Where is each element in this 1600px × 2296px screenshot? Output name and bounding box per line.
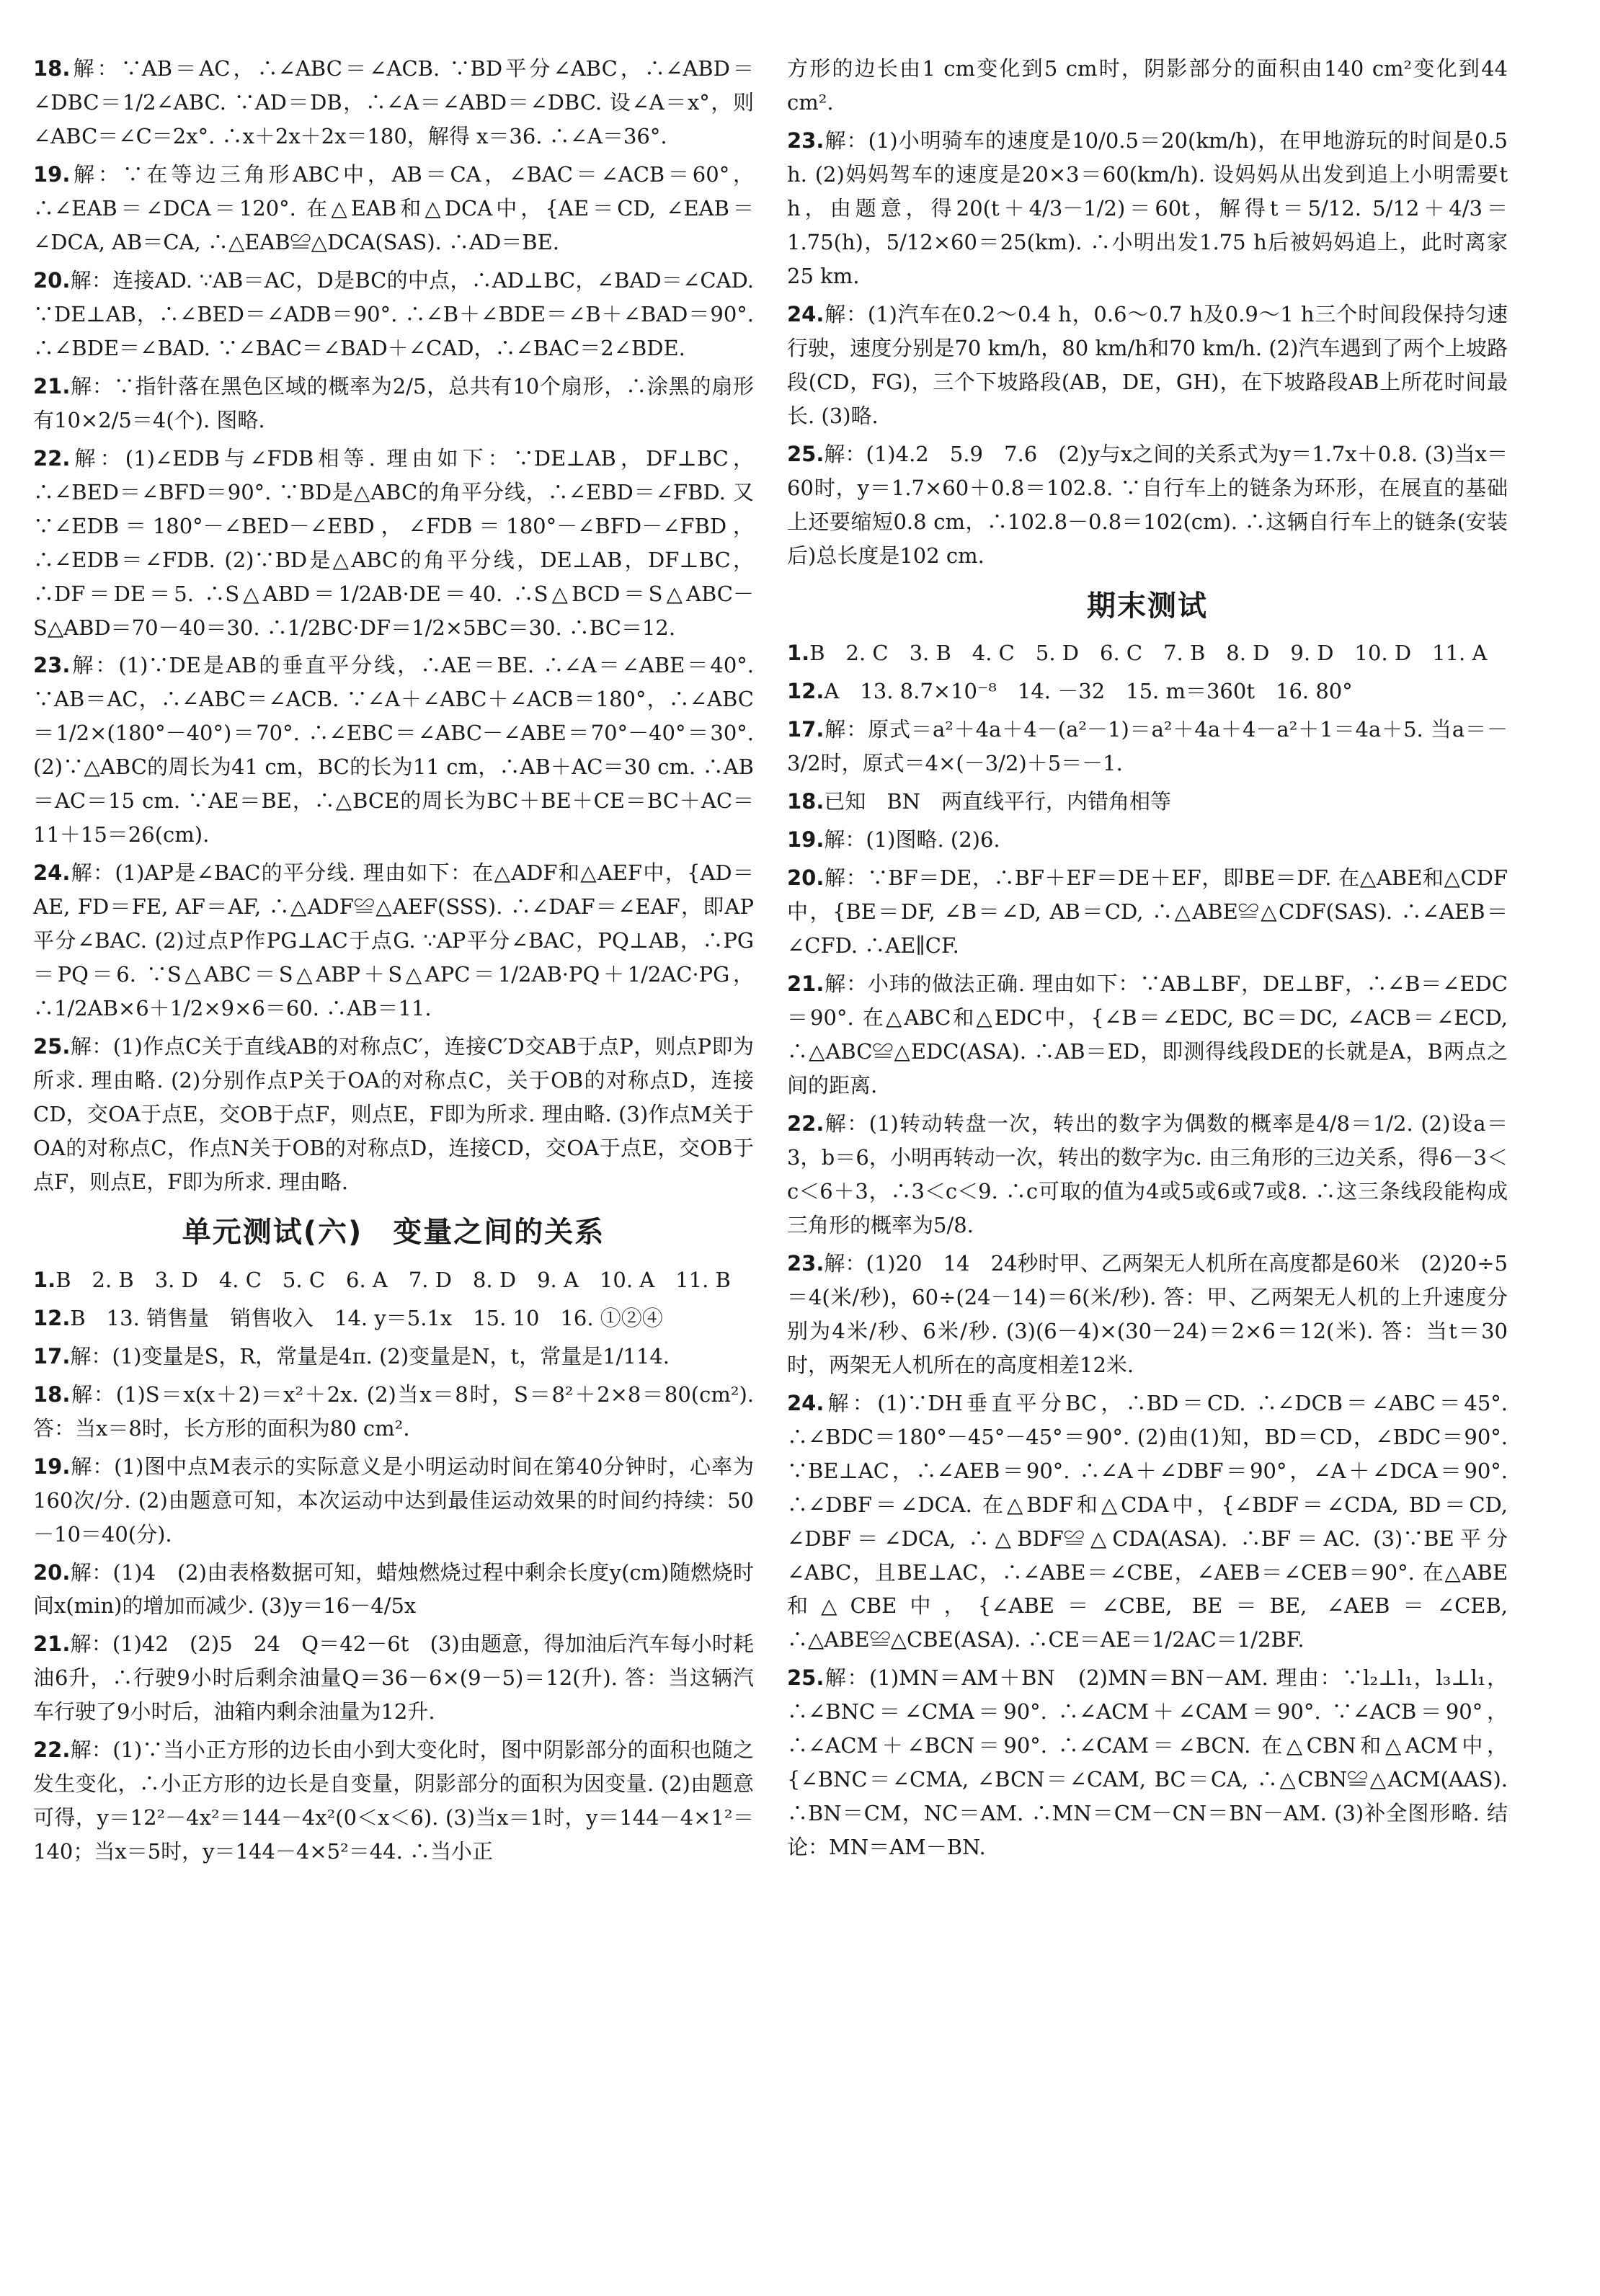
item-text: 方形的边长由1 cm变化到5 cm时，阴影部分的面积由140 cm²变化到44 cm². [787, 56, 1515, 115]
item-text: 解：(1)∠EDB与∠FDB相等. 理由如下：∵DE⊥AB，DF⊥BC，∴∠BED＝∠BFD＝90°. ∵BD是△ABC的角平分线，∴∠EBD＝∠FBD. 又∵∠EDB＝180°－∠BED－∠EBD，∠FDB＝180°－∠BFD－∠FBD，∴∠EDB＝∠FDB. (2)∵BD是△ABC的角平分线，DE⊥AB，DF⊥BC，∴DF＝DE＝5. ∴S△ABD＝1/2AB·DE＝40. ∴S△BCD＝S△ABC－S△ABD＝70－40＝30. ∴1/2BC·DF＝1/2×5BC＝30. ∴BC＝12. [33, 445, 754, 640]
item-text: 解：(1)MN＝AM＋BN (2)MN＝BN－AM. 理由：∵l₂⊥l₁，l₃⊥l₁，∴∠BNC＝∠CMA＝90°. ∴∠ACM＋∠CAM＝90°. ∵∠ACB＝90°，∴∠ACM＋∠BCN＝90°. ∴∠CAM＝∠BCN. 在△CBN和△ACM中，{∠BNC＝∠CMA, ∠BCN＝∠CAM, BC＝CA, ∴△CBN≌△ACM(AAS). ∴BN＝CM，NC＝AM. ∴MN＝CM－CN＝BN－AM. (3)补全图形略. 结论：MN＝AM－BN. [787, 1665, 1515, 1860]
item-text: B 13. 销售量 销售收入 14. y＝5.1x 15. 10 16. ①②④ [70, 1305, 663, 1330]
answer-item [33, 1378, 761, 1446]
answer-item [787, 967, 1515, 1103]
answer-item [787, 861, 1508, 963]
answer-item [787, 1661, 1515, 1864]
answer-item [787, 1107, 1508, 1242]
answer-item [787, 713, 1508, 780]
item-number: 25. [787, 1665, 825, 1691]
item-number: 19. [33, 161, 71, 187]
item-number: 22. [787, 1111, 825, 1136]
item-number: 24. [787, 1390, 825, 1415]
item-number: 22. [33, 1737, 71, 1763]
item-text: 解：(1)∵当小正方形的边长由小到大变化时，图中阴影部分的面积也随之发生变化，∴小正方形的边长是自变量，阴影部分的面积为因变量. (2)由题意可得，y＝12²－4x²＝144－4x²(0＜x＜6). (3)当x＝1时，y＝144－4×1²＝140；当x＝5时，y＝144－4×5²＝44. ∴当小正 [33, 1737, 754, 1864]
right-column [787, 52, 1515, 1869]
item-text: 解：(1)作点C关于直线AB的对称点C′，连接C′D交AB于点P，则点P即为所求. 理由略. (2)分别作点P关于OA的对称点C，关于OB的对称点D，连接CD，交OA于点E，交OB于点F，则点E，F即为所求. 理由略. (3)作点M关于OA的对称点C，作点N关于OB的对称点D，连接CD，交OA于点E，交OB于点F，则点E，F即为所求. 理由略. [33, 1034, 754, 1194]
item-number: 25. [787, 441, 825, 466]
answer-item [787, 1387, 1515, 1658]
item-text: 解：(1)汽车在0.2～0.4 h，0.6～0.7 h及0.9～1 h三个时间段保持匀速行驶，速度分别是70 km/h，80 km/h和70 km/h. (2)汽车遇到了两个上坡路段(CD，FG)，三个下坡路段(AB，DE，GH)，在下坡路段AB上所花时间最长. (3)略. [787, 301, 1508, 428]
answer-item [33, 1450, 754, 1552]
item-text: 解：(1)S＝x(x＋2)＝x²＋2x. (2)当x＝8时，S＝8²＋2×8＝80(cm²). 答：当x＝8时，长方形的面积为80 cm². [33, 1381, 761, 1441]
answer-item [33, 370, 754, 437]
item-text: 解：∵AB＝AC，∴∠ABC＝∠ACB. ∵BD平分∠ABC，∴∠ABD＝∠DBC＝1/2∠ABC. ∵AD＝DB，∴∠A＝∠ABD＝∠DBC. 设∠A＝x°，则∠ABC＝∠C＝2x°. ∴x＋2x＋2x＝180，解得 x＝36. ∴∠A＝36°. [33, 56, 754, 148]
answer-item [33, 1340, 754, 1374]
item-number: 1. [33, 1267, 56, 1292]
answer-item [33, 1301, 754, 1335]
item-number: 18. [33, 56, 71, 81]
answer-item [787, 675, 1508, 708]
answer-list [33, 52, 761, 1199]
item-text: 解：(1)转动转盘一次，转出的数字为偶数的概率是4/8＝1/2. (2)设a＝3，b＝6，小明再转动一次，转出的数字为c. 由三角形的三边关系，得6－3＜c＜6＋3，∴3＜c＜9. ∴c可取的值为4或5或6或7或8. ∴这三条线段能构成三角形的概率为5/8. [787, 1111, 1508, 1237]
item-text: B 2. B 3. D 4. C 5. C 6. A 7. D 8. D 9. A 10. A 11. B [55, 1267, 731, 1292]
item-number: 24. [33, 860, 71, 886]
answer-item [33, 1733, 754, 1869]
answer-item [33, 264, 761, 365]
item-number: 18. [33, 1381, 71, 1407]
item-number: 17. [787, 717, 825, 742]
answer-item [787, 298, 1508, 433]
item-number: 12. [33, 1305, 71, 1330]
item-number: 22. [33, 445, 71, 471]
section-title: 单元测试(六) 变量之间的关系 [182, 1215, 605, 1249]
item-text: 解：(1)4.2 5.9 7.6 (2)y与x之间的关系式为y＝1.7x＋0.8. (3)当x＝60时，y＝1.7×60＋0.8＝102.8. ∵自行车上的链条为环形，在展直的基础上还要缩短0.8 cm，∴102.8－0.8＝102(cm). ∴这辆自行车上的链条(安装后)总长度是102 cm. [787, 441, 1508, 568]
item-number: 20. [33, 1559, 71, 1585]
item-number: 20. [33, 267, 71, 293]
item-number: 25. [33, 1034, 71, 1059]
item-number: 21. [787, 971, 825, 997]
item-text: 解：∵指针落在黑色区域的概率为2/5，总共有10个扇形，∴涂黑的扇形有10×2/5＝4(个). 图略. [33, 373, 754, 432]
answer-item [33, 1627, 754, 1729]
answer-list [33, 1263, 761, 1869]
answer-item [787, 124, 1515, 293]
answer-item [33, 1556, 754, 1624]
item-number: 12. [787, 679, 825, 704]
item-number: 20. [787, 866, 825, 891]
item-text: B 2. C 3. B 4. C 5. D 6. C 7. B 8. D 9. D 10. D 11. A [809, 641, 1488, 666]
item-number: 21. [33, 373, 71, 399]
answer-item [787, 636, 1508, 670]
answer-item [33, 52, 754, 153]
item-text: 解：(1)变量是S，R，常量是4π. (2)变量是N，t，常量是1/114. [70, 1343, 670, 1369]
item-text: 解：(1)AP是∠BAC的平分线. 理由如下：在△ADF和△AEF中，{AD＝AE, FD＝FE, AF＝AF, ∴△ADF≌△AEF(SSS). ∴∠DAF＝∠EAF，即AP平分∠BAC. (2)过点P作PG⊥AC于点G. ∵AP平分∠BAC，PQ⊥AB，∴PG＝PQ＝6. ∵S△ABC＝S△ABP＋S△APC＝1/2AB·PQ＋1/2AC·PG，∴1/2AB×6＋1/2×9×6＝60. ∴AB＝11. [33, 860, 754, 1021]
answer-item [787, 823, 1508, 857]
answer-item [33, 856, 754, 1025]
item-text: 已知 BN 两直线平行，内错角相等 [824, 789, 1172, 814]
item-text: 解：连接AD. ∵AB＝AC，D是BC的中点，∴AD⊥BC，∠BAD＝∠CAD. ∵DE⊥AB，∴∠BED＝∠ADB＝90°. ∴∠B＋∠BDE＝∠B＋∠BAD＝90°. ∴∠BDE＝∠BAD. ∵∠BAC＝∠BAD＋∠CAD，∴∠BAC＝2∠BDE. [33, 267, 761, 360]
item-text: 解：(1)图略. (2)6. [824, 827, 1000, 853]
item-number: 24. [787, 301, 825, 326]
answer-list [787, 636, 1515, 1864]
item-text: 解：(1)∵DH垂直平分BC，∴BD＝CD. ∴∠DCB＝∠ABC＝45°. ∴∠BDC＝180°－45°－45°＝90°. (2)由(1)知，BD＝CD，∠BDC＝90°. ∵BE⊥AC，∴∠AEB＝90°. ∴∠A＋∠DBF＝90°，∠A＋∠DCA＝90°. ∴∠DBF＝∠DCA. 在△BDF和△CDA中，{∠BDF＝∠CDA, BD＝CD, ∠DBF＝∠DCA, ∴△BDF≌△CDA(ASA). ∴BF＝AC. (3)∵BE平分∠ABC，且BE⊥AC，∴∠ABE＝∠CBE，∠AEB＝∠CEB＝90°. 在△ABE和△CBE中，{∠ABE＝∠CBE, BE＝BE, ∠AEB＝∠CEB, ∴△ABE≌△CBE(ASA). ∴CE＝AE＝1/2AC＝1/2BF. [787, 1390, 1515, 1652]
answer-item [33, 442, 754, 645]
item-number: 17. [33, 1343, 71, 1369]
item-text: 解：∵在等边三角形ABC中，AB＝CA，∠BAC＝∠ACB＝60°，∴∠EAB＝∠DCA＝120°. 在△EAB和△DCA中，{AE＝CD, ∠EAB＝∠DCA, AB＝CA, ∴△EAB≌△DCA(SAS). ∴AD＝BE. [33, 161, 754, 254]
section-title: 期末测试 [1087, 589, 1208, 623]
item-number: 1. [787, 641, 810, 666]
item-number: 23. [787, 1250, 825, 1276]
left-column [33, 52, 761, 1873]
item-text: 解：(1)4 (2)由表格数据可知，蜡烛燃烧过程中剩余长度y(cm)随燃烧时间x(min)的增加而减少. (3)y＝16－4/5x [33, 1559, 754, 1619]
item-text: 解：原式＝a²＋4a＋4－(a²－1)＝a²＋4a＋4－a²＋1＝4a＋5. 当a＝－3/2时，原式＝4×(－3/2)＋5＝－1. [787, 717, 1508, 776]
item-text: 解：(1)小明骑车的速度是10/0.5＝20(km/h)，在甲地游玩的时间是0.5 h. (2)妈妈驾车的速度是20×3＝60(km/h). 设妈妈从出发到追上小明需要t h，由题意，得20(t＋4/3－1/2)＝60t，解得t＝5/12. 5/12＋4/3＝1.75(h)，5/12×60＝25(km). ∴小明出发1.75 h后被妈妈追上，此时离家25 km. [787, 128, 1515, 288]
item-number: 19. [33, 1454, 71, 1479]
answer-item [33, 1263, 754, 1297]
item-text: 解：小玮的做法正确. 理由如下：∵AB⊥BF，DE⊥BF，∴∠B＝∠EDC＝90°. 在△ABC和△EDC中，{∠B＝∠EDC, BC＝DC, ∠ACB＝∠ECD, ∴△ABC≌△EDC(ASA). ∴AB＝ED，即测得线段DE的长就是A，B两点之间的距离. [787, 971, 1515, 1098]
answer-list [787, 52, 1515, 573]
answer-item [787, 52, 1515, 120]
answer-item [787, 1247, 1508, 1382]
item-number: 18. [787, 789, 825, 814]
answer-item [33, 158, 754, 259]
item-number: 19. [787, 827, 825, 853]
answer-item [787, 785, 1508, 819]
item-number: 23. [787, 128, 825, 153]
item-text: A 13. 8.7×10⁻⁸ 14. －32 15. m＝360t 16. 80° [824, 679, 1353, 704]
item-text: 解：(1)图中点M表示的实际意义是小明运动时间在第40分钟时，心率为160次/分. (2)由题意可知，本次运动中达到最佳运动效果的时间约持续：50－10＝40(分). [33, 1454, 754, 1547]
answer-item [33, 1030, 754, 1199]
item-text: 解：(1)∵DE是AB的垂直平分线，∴AE＝BE. ∴∠A＝∠ABE＝40°. ∵AB＝AC，∴∠ABC＝∠ACB. ∵∠A＋∠ABC＋∠ACB＝180°，∴∠ABC＝1/2×(180°－40°)＝70°. ∴∠EBC＝∠ABC－∠ABE＝70°－40°＝30°. (2)∵△ABC的周长为41 cm，BC的长为11 cm，∴AB＋AC＝30 cm. ∴AB＝AC＝15 cm. ∵AE＝BE，∴△BCE的周长为BC＋BE＋CE＝BC＋AC＝11＋15＝26(cm). [33, 653, 761, 847]
answer-item [33, 649, 761, 852]
item-number: 23. [33, 653, 71, 678]
item-text: 解：(1)20 14 24秒时甲、乙两架无人机所在高度都是60米 (2)20÷5＝4(米/秒)，60÷(24－14)＝6(米/秒). 答：甲、乙两架无人机的上升速度分别为4米/秒、6米/秒. (3)(6－4)×(30－24)＝2×6＝12(米). 答：当t＝30时，两架无人机所在的高度相差12米. [787, 1250, 1508, 1377]
item-text: 解：∵BF＝DE，∴BF＋EF＝DE＋EF，即BE＝DF. 在△ABE和△CDF中，{BE＝DF, ∠B＝∠D, AB＝CD, ∴△ABE≌△CDF(SAS). ∴∠AEB＝∠CFD. ∴AE∥CF. [787, 866, 1508, 958]
item-text: 解：(1)42 (2)5 24 Q＝42－6t (3)由题意，得加油后汽车每小时耗油6升，∴行驶9小时后剩余油量Q＝36－6×(9－5)＝12(升). 答：当这辆汽车行驶了9小时后，油箱内剩余油量为12升. [33, 1632, 754, 1725]
answer-item [787, 437, 1508, 573]
item-number: 21. [33, 1632, 71, 1657]
